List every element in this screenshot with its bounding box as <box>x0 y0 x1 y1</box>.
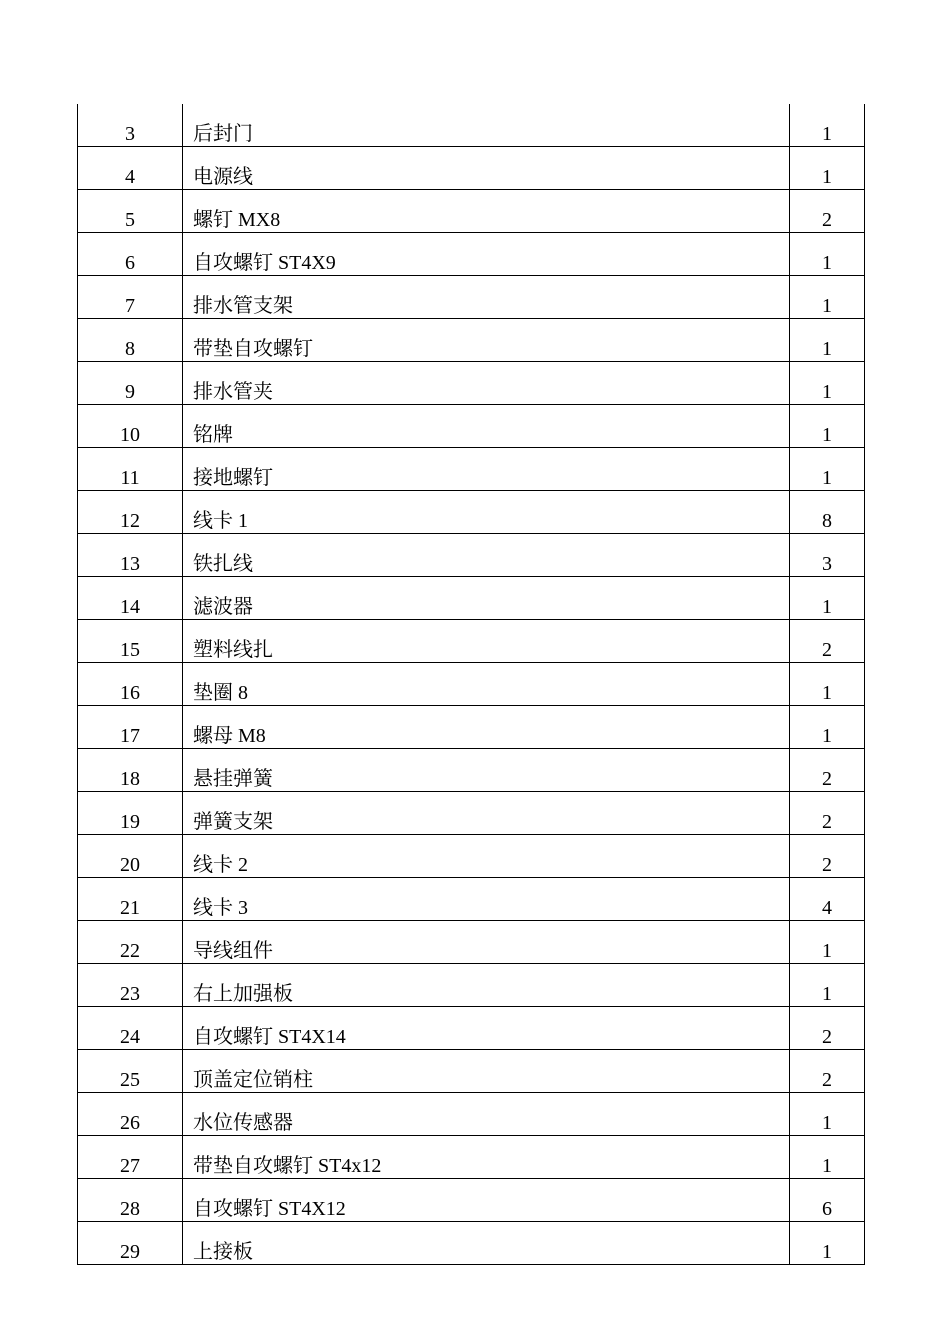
item-number-cell: 27 <box>78 1136 183 1179</box>
part-name-cell: 右上加强板 <box>183 964 790 1007</box>
item-number-cell: 6 <box>78 233 183 276</box>
quantity-cell: 1 <box>790 964 865 1007</box>
table-row <box>78 190 865 233</box>
quantity-cell: 1 <box>790 1093 865 1136</box>
table-row <box>78 1179 865 1222</box>
item-number-cell: 20 <box>78 835 183 878</box>
table-row <box>78 405 865 448</box>
part-name-cell: 滤波器 <box>183 577 790 620</box>
part-name-cell: 铭牌 <box>183 405 790 448</box>
part-name-cell: 带垫自攻螺钉 <box>183 319 790 362</box>
item-number-cell: 28 <box>78 1179 183 1222</box>
quantity-cell: 2 <box>790 1007 865 1050</box>
quantity-cell: 1 <box>790 577 865 620</box>
part-name-cell: 弹簧支架 <box>183 792 790 835</box>
item-number-cell: 18 <box>78 749 183 792</box>
item-number-cell: 4 <box>78 147 183 190</box>
table-row <box>78 147 865 190</box>
part-name-cell: 上接板 <box>183 1222 790 1265</box>
quantity-cell: 1 <box>790 921 865 964</box>
table-row <box>78 319 865 362</box>
table-row <box>78 1050 865 1093</box>
quantity-cell: 6 <box>790 1179 865 1222</box>
part-name-cell: 线卡 2 <box>183 835 790 878</box>
part-name-cell: 悬挂弹簧 <box>183 749 790 792</box>
table-row <box>78 577 865 620</box>
quantity-cell: 1 <box>790 405 865 448</box>
quantity-cell: 1 <box>790 1136 865 1179</box>
item-number-cell: 12 <box>78 491 183 534</box>
part-name-cell: 顶盖定位销柱 <box>183 1050 790 1093</box>
item-number-cell: 16 <box>78 663 183 706</box>
item-number-cell: 22 <box>78 921 183 964</box>
table-row <box>78 448 865 491</box>
part-name-cell: 螺母 M8 <box>183 706 790 749</box>
part-name-cell: 电源线 <box>183 147 790 190</box>
part-name-cell: 线卡 1 <box>183 491 790 534</box>
part-name-cell: 螺钉 MX8 <box>183 190 790 233</box>
quantity-cell: 1 <box>790 233 865 276</box>
item-number-cell: 13 <box>78 534 183 577</box>
quantity-cell: 1 <box>790 319 865 362</box>
quantity-cell: 2 <box>790 620 865 663</box>
item-number-cell: 17 <box>78 706 183 749</box>
table-row <box>78 1093 865 1136</box>
quantity-cell: 1 <box>790 1222 865 1265</box>
item-number-cell: 23 <box>78 964 183 1007</box>
item-number-cell: 9 <box>78 362 183 405</box>
table-row <box>78 1222 865 1265</box>
part-name-cell: 接地螺钉 <box>183 448 790 491</box>
table-row <box>78 663 865 706</box>
part-name-cell: 自攻螺钉 ST4X14 <box>183 1007 790 1050</box>
item-number-cell: 7 <box>78 276 183 319</box>
part-name-cell: 带垫自攻螺钉 ST4x12 <box>183 1136 790 1179</box>
item-number-cell: 3 <box>78 104 183 147</box>
table-row <box>78 835 865 878</box>
table-row <box>78 878 865 921</box>
quantity-cell: 2 <box>790 1050 865 1093</box>
quantity-cell: 1 <box>790 362 865 405</box>
part-name-cell: 排水管夹 <box>183 362 790 405</box>
quantity-cell: 8 <box>790 491 865 534</box>
quantity-cell: 1 <box>790 104 865 147</box>
part-name-cell: 塑料线扎 <box>183 620 790 663</box>
part-name-cell: 线卡 3 <box>183 878 790 921</box>
item-number-cell: 5 <box>78 190 183 233</box>
part-name-cell: 导线组件 <box>183 921 790 964</box>
table-row <box>78 792 865 835</box>
quantity-cell: 3 <box>790 534 865 577</box>
item-number-cell: 21 <box>78 878 183 921</box>
quantity-cell: 1 <box>790 706 865 749</box>
table-row <box>78 749 865 792</box>
part-name-cell: 铁扎线 <box>183 534 790 577</box>
table-row <box>78 1136 865 1179</box>
quantity-cell: 2 <box>790 190 865 233</box>
table-row <box>78 706 865 749</box>
quantity-cell: 1 <box>790 663 865 706</box>
item-number-cell: 29 <box>78 1222 183 1265</box>
table-row <box>78 276 865 319</box>
item-number-cell: 10 <box>78 405 183 448</box>
item-number-cell: 26 <box>78 1093 183 1136</box>
item-number-cell: 11 <box>78 448 183 491</box>
quantity-cell: 1 <box>790 276 865 319</box>
table-row <box>78 491 865 534</box>
quantity-cell: 1 <box>790 448 865 491</box>
quantity-cell: 4 <box>790 878 865 921</box>
part-name-cell: 自攻螺钉 ST4X9 <box>183 233 790 276</box>
quantity-cell: 2 <box>790 835 865 878</box>
table-row <box>78 921 865 964</box>
item-number-cell: 14 <box>78 577 183 620</box>
item-number-cell: 19 <box>78 792 183 835</box>
table-row <box>78 534 865 577</box>
part-name-cell: 排水管支架 <box>183 276 790 319</box>
parts-table <box>77 104 865 1265</box>
quantity-cell: 1 <box>790 147 865 190</box>
quantity-cell: 2 <box>790 792 865 835</box>
table-row <box>78 362 865 405</box>
part-name-cell: 水位传感器 <box>183 1093 790 1136</box>
part-name-cell: 后封门 <box>183 104 790 147</box>
item-number-cell: 8 <box>78 319 183 362</box>
item-number-cell: 24 <box>78 1007 183 1050</box>
part-name-cell: 垫圈 8 <box>183 663 790 706</box>
table-row <box>78 964 865 1007</box>
table-row <box>78 104 865 147</box>
table-row <box>78 620 865 663</box>
table-row <box>78 1007 865 1050</box>
part-name-cell: 自攻螺钉 ST4X12 <box>183 1179 790 1222</box>
item-number-cell: 15 <box>78 620 183 663</box>
table-row <box>78 233 865 276</box>
quantity-cell: 2 <box>790 749 865 792</box>
item-number-cell: 25 <box>78 1050 183 1093</box>
parts-table-body <box>78 104 865 1265</box>
